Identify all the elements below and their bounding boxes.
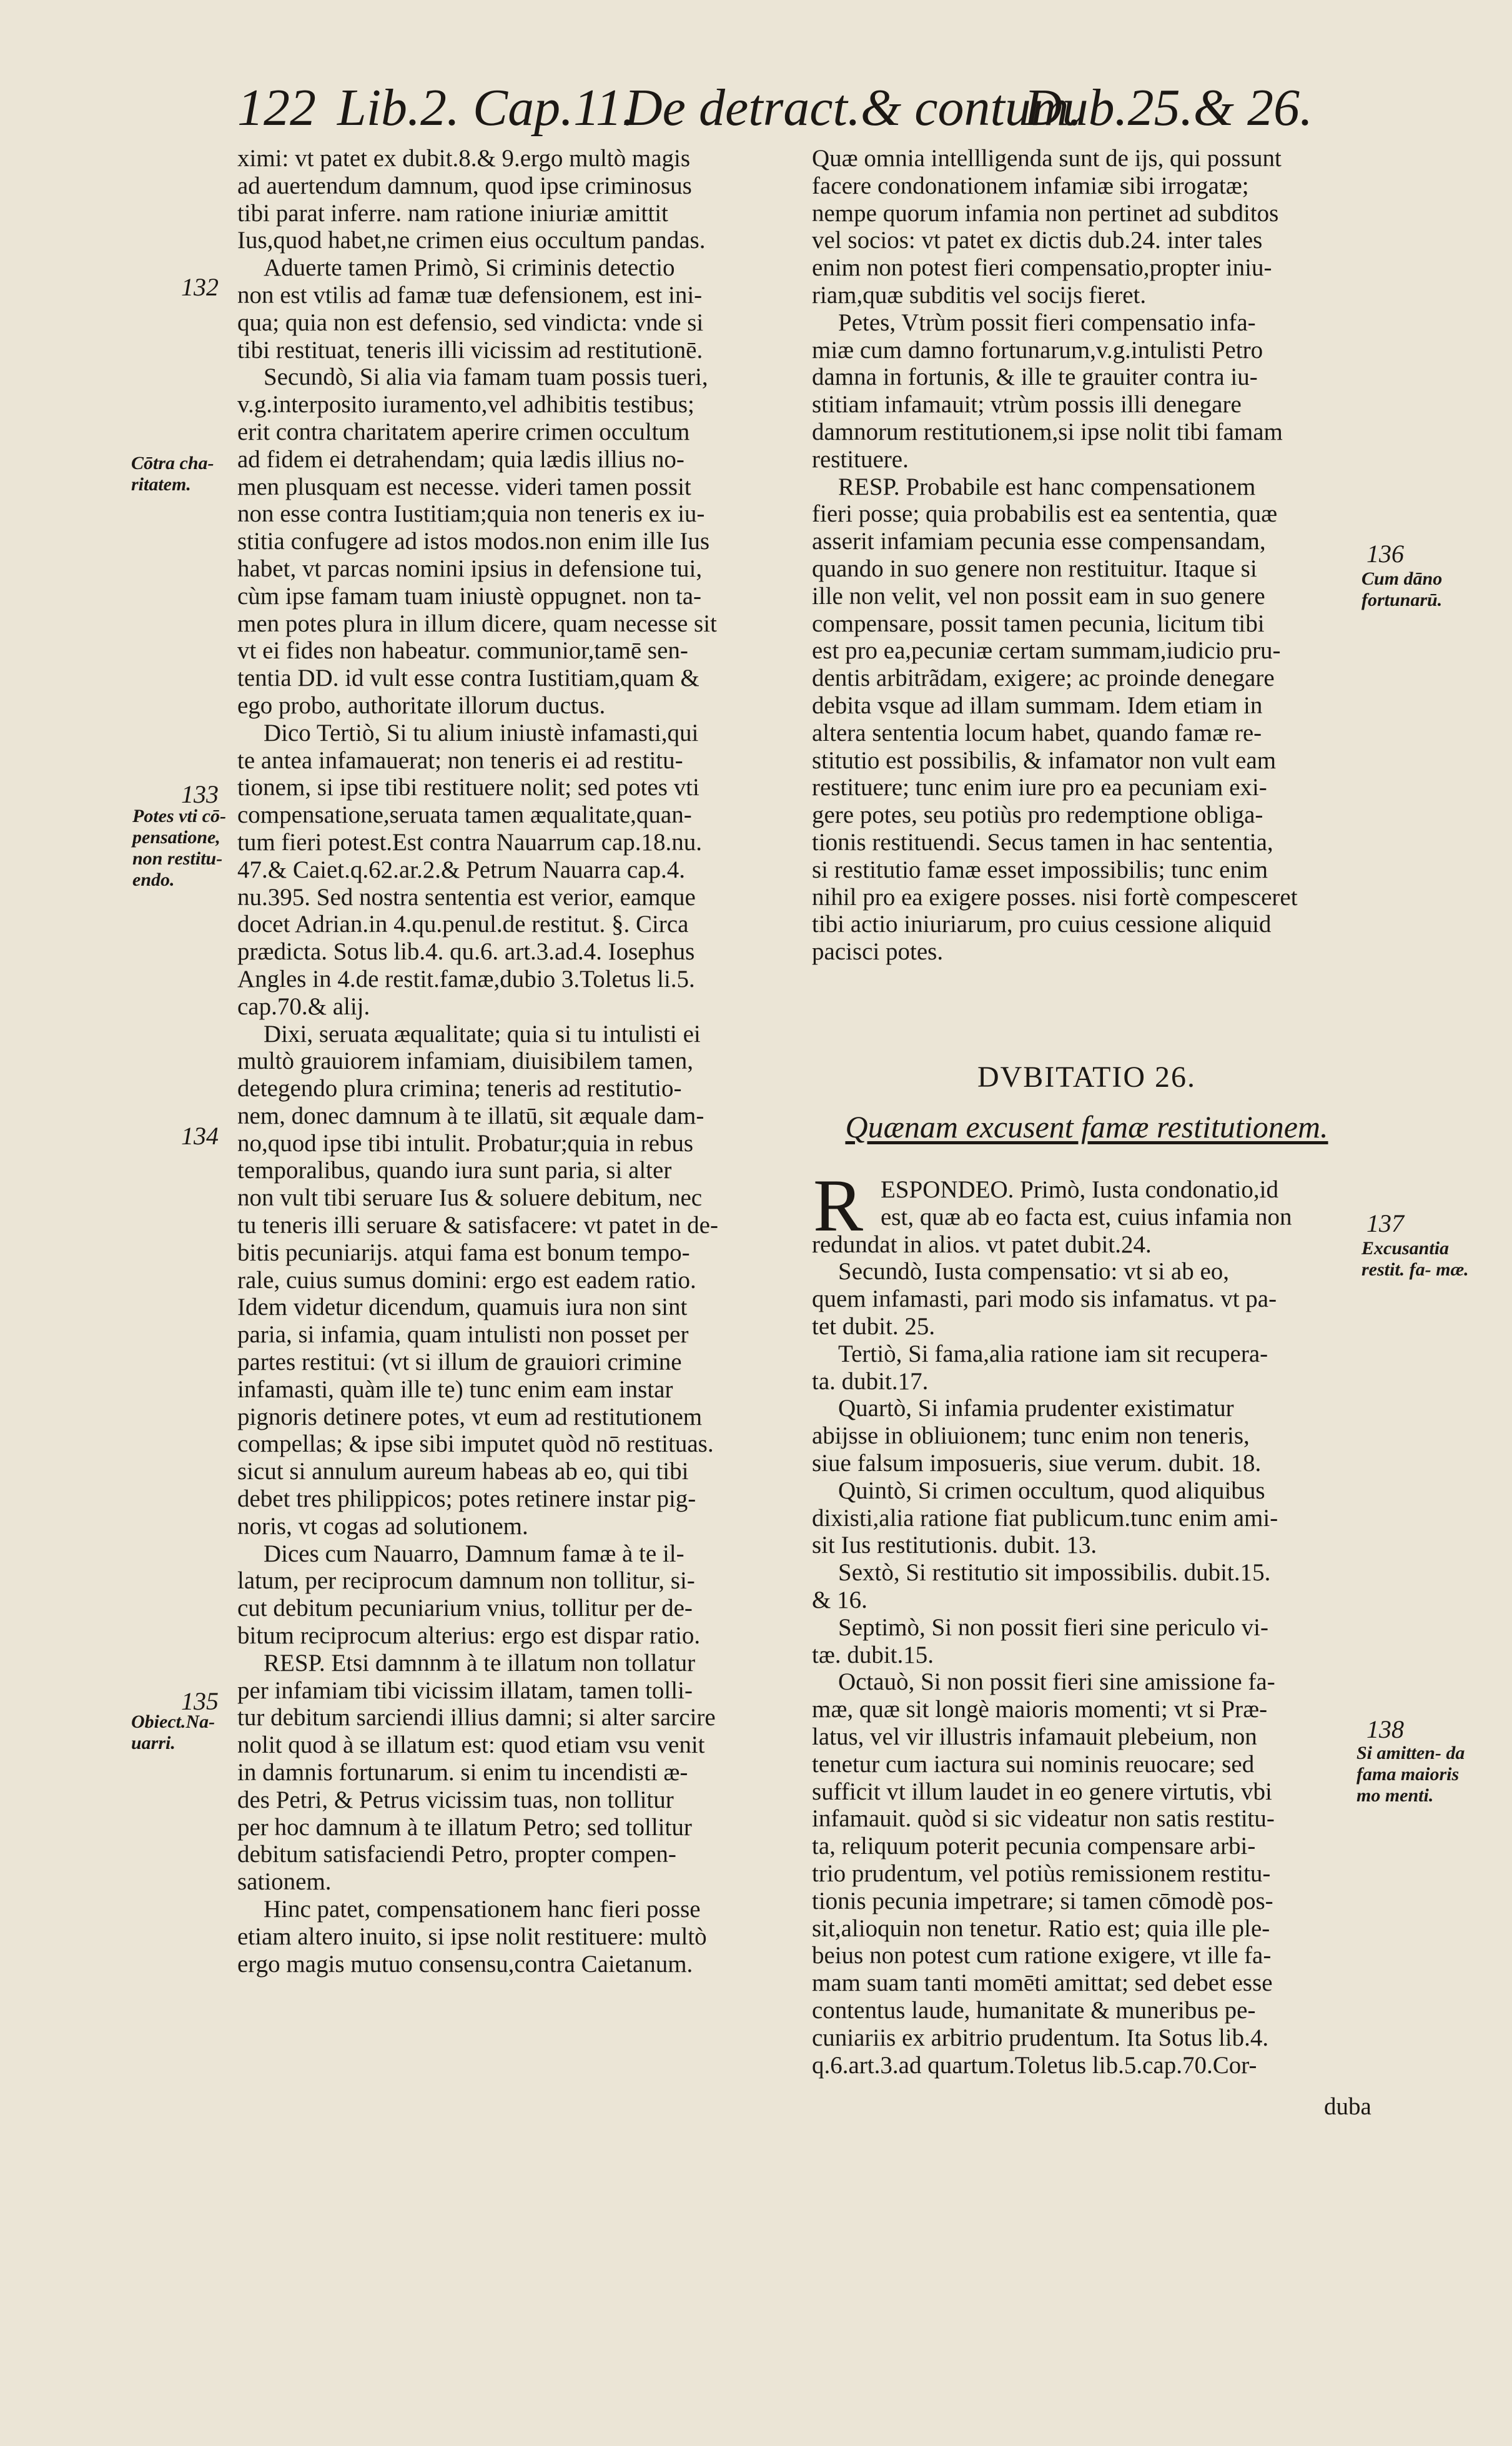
text-line: bitum reciprocum alterius: ergo est dispar ratio. (237, 1622, 701, 1650)
text-line: ta, reliquum poterit pecunia compensare arbi- (812, 1833, 1256, 1860)
margin-note: Cum dāno fortunarū. (1361, 568, 1443, 610)
text-line: sufficit vt illum laudet in eo genere virtutis, vbi (812, 1778, 1272, 1805)
text-line: qua; quia non est defensio, sed vindicta: vnde si (237, 309, 704, 336)
text-line: detegendo plura crimina; teneris ad restitutio- (237, 1075, 682, 1102)
dubitatio-subtitle: Quænam excusent famæ restitutionem. (845, 1109, 1328, 1144)
text-line: nihil pro ea exigere posses. nisi fortè compesceret (812, 883, 1298, 911)
text-line: miæ cum damno fortunarum,v.g.intulisti Petro (812, 336, 1263, 364)
text-line: gere potes, seu potiùs pro redemptione obliga- (812, 801, 1263, 829)
drop-capital: R (813, 1164, 864, 1247)
text-line: & 16. (812, 1586, 867, 1613)
margin-number: 132 (181, 273, 219, 301)
text-line: pacisci potes. (812, 938, 944, 966)
text-line: fieri posse; quia probabilis est ea sententia, quæ (812, 500, 1278, 528)
text-line: non vult tibi seruare Ius & soluere debitum, nec (237, 1184, 703, 1212)
text-line: no,quod ipse tibi intulit. Probatur;quia in rebus (237, 1129, 694, 1157)
text-line: tibi restituat, teneris illi vicissim ad restitutionē. (237, 336, 703, 364)
text-line: habet, vt parcas nomini ipsius in defensione tui, (237, 555, 703, 582)
text-line: vt ei fides non habeatur. communior,tamē sen- (237, 637, 688, 665)
text-line: nempe quorum infamia non pertinet ad subditos (812, 199, 1279, 227)
text-line: cap.70.& alij. (237, 993, 370, 1020)
text-line: siue falsum imposueris, siue verum. dubit. 18. (812, 1449, 1262, 1477)
margin-note: Si amitten- da fama maioris mo menti. (1356, 1743, 1465, 1806)
text-line: Aduerte tamen Primò, Si criminis detectio (264, 254, 675, 282)
text-line: mæ, quæ sit longè maioris momenti; vt si Præ- (812, 1696, 1268, 1723)
text-line: tæ. dubit.15. (812, 1641, 934, 1668)
text-line: ESPONDEO. Primò, Iusta condonatio,id (881, 1176, 1278, 1203)
text-line: tenetur cum iactura sui nominis reuocare; sed (812, 1750, 1255, 1778)
text-line: tet dubit. 25. (812, 1312, 936, 1340)
text-line: sit Ius restitutionis. dubit. 13. (812, 1532, 1097, 1559)
right-column-bottom (812, 1176, 1361, 2079)
text-line: damnorum restitutionem,si ipse nolit tibi famam (812, 418, 1283, 445)
text-line: enim non potest fieri compensatio,propter iniu- (812, 254, 1272, 282)
text-line: temporalibus, quando iura sunt paria, si alter (237, 1157, 672, 1184)
text-line: paria, si infamia, quam intulisti non posset per (237, 1321, 689, 1349)
running-header (237, 74, 1312, 142)
text-line: nem, donec damnum à te illatū, sit æquale dam- (237, 1102, 704, 1129)
text-line: dixisti,alia ratione fiat publicum.tunc enim ami- (812, 1504, 1278, 1532)
text-line: tentia DD. id vult esse contra Iustitiam,quam & (237, 665, 699, 692)
text-line: facere condonationem infamiæ sibi irrogatæ; (812, 172, 1249, 199)
text-line: asserit infamiam pecunia esse compensandam, (812, 528, 1266, 555)
text-line: Idem videtur dicendum, quamuis iura non sint (237, 1294, 688, 1321)
text-line: multò grauiorem infamiam, diuisibilem tamen, (237, 1047, 694, 1075)
text-line: cuniariis ex arbitrio prudentum. Ita Sotus lib.4. (812, 2024, 1269, 2051)
text-line: tum fieri potest.Est contra Nauarrum cap.18.nu. (237, 828, 703, 856)
text-line: Octauò, Si non possit fieri sine amissione fa- (838, 1668, 1275, 1696)
page-number: 122 (237, 79, 316, 137)
text-line: Petes, Vtrùm possit fieri compensatio infa- (838, 309, 1256, 336)
text-line: in damnis fortunarum. si enim tu incendisti æ- (237, 1759, 688, 1786)
text-line: des Petri, & Petrus vicissim tuas, non tollitur (237, 1786, 674, 1813)
text-line: quando in suo genere non restituitur. Itaque si (812, 555, 1257, 582)
section-title: De detract.& contum. (625, 79, 1082, 137)
margin-number: 136 (1366, 540, 1404, 568)
text-line: Dico Tertiò, Si tu alium iniustè infamasti,qui (264, 719, 699, 746)
text-line: q.6.art.3.ad quartum.Toletus lib.5.cap.70.Cor- (812, 2051, 1257, 2079)
text-line: 47.& Caiet.q.62.ar.2.& Petrum Nauarra cap.4. (237, 856, 685, 883)
text-line: Tertiò, Si fama,alia ratione iam sit recupera- (838, 1340, 1268, 1367)
text-line: ille non velit, vel non possit eam in suo genere (812, 582, 1265, 610)
text-line: debet tres philippicos; potes retinere instar pig- (237, 1485, 696, 1513)
text-line: RESP. Probabile est hanc compensationem (838, 473, 1256, 500)
text-line: tionem, si ipse tibi restituere nolit; sed potes vti (237, 774, 699, 801)
text-line: per infamiam tibi vicissim illatam, tamen tolli- (237, 1676, 693, 1704)
book-chapter: Lib.2. Cap.11. (337, 79, 635, 137)
text-line: Hinc patet, compensationem hanc fieri posse (264, 1896, 701, 1923)
text-line: tionis restituendi. Secus tamen in hac sententia, (812, 828, 1273, 856)
text-line: si restitutio famæ esset impossibilis; tunc enim (812, 856, 1268, 883)
text-line: tionis pecunia impetrare; si tamen cōmodè pos- (812, 1887, 1273, 1914)
text-line: beius non potest cum ratione exigere, vt ille fa- (812, 1942, 1272, 1969)
text-line: partes restitui: (vt si illum de grauiori crimine (237, 1349, 682, 1376)
text-line: ad fidem ei detrahendam; quia lædis illius no- (237, 445, 684, 473)
text-line: RESP. Etsi damnnm à te illatum non tollatur (264, 1649, 696, 1676)
text-line: tur debitum sarciendi illius damni; si alter sarcire (237, 1704, 716, 1731)
text-line: prædicta. Sotus lib.4. qu.6. art.3.ad.4. Iosephus (237, 938, 695, 966)
text-line: damna in fortunis, & ille te grauiter contra iu- (812, 364, 1258, 391)
text-line: tibi actio iniuriarum, pro cuius cessione aliquid (812, 911, 1272, 938)
text-line: Angles in 4.de restit.famæ,dubio 3.Toletus li.5. (237, 965, 695, 993)
text-line: bitis pecuniarijs. atqui fama est bonum tempo- (237, 1239, 690, 1266)
text-line: contentus laude, humanitate & muneribus pe- (812, 1996, 1256, 2024)
text-line: ta. dubit.17. (812, 1367, 929, 1395)
text-line: Dixi, seruata æqualitate; quia si tu intulisti ei (264, 1020, 701, 1047)
text-line: te antea infamauerat; non teneris ei ad restitu- (237, 746, 683, 774)
margin-number: 134 (181, 1122, 219, 1150)
margin-note: Cōtra cha- ritatem. (131, 453, 214, 495)
text-line: sicut si annulum aureum habeas ab eo, qui tibi (237, 1458, 689, 1485)
text-line: est pro ea,pecuniæ certam summam,iudicio pru- (812, 637, 1281, 665)
text-line: debita vsque ad illam summam. Idem etiam in (812, 691, 1263, 719)
text-line: Sextò, Si restitutio sit impossibilis. dubit.15. (838, 1559, 1271, 1587)
margin-number: 137 (1366, 1209, 1404, 1237)
text-line: Dices cum Nauarro, Damnum famæ à te il- (264, 1540, 684, 1567)
text-line: sit,alioquin non tenetur. Ratio est; quia ille ple- (812, 1914, 1270, 1942)
text-line: Secundò, Iusta compensatio: vt si ab eo, (838, 1258, 1230, 1285)
text-line: pignoris detinere potes, vt eum ad restitutionem (237, 1403, 703, 1430)
text-line: debitum satisfaciendi Petro, propter compen- (237, 1841, 676, 1868)
text-line: men plusquam est necesse. videri tamen possit (237, 473, 691, 500)
dubium-range: Dub.25.& 26. (1024, 79, 1313, 137)
text-line: ximi: vt patet ex dubit.8.& 9.ergo multò magis (237, 145, 691, 172)
text-line: ergo magis mutuo consensu,contra Caietanum. (237, 1950, 693, 1978)
text-line: stitia confugere ad istos modos.non enim ille Ius (237, 528, 710, 555)
text-line: est, quæ ab eo facta est, cuius infamia non (881, 1203, 1292, 1230)
text-line: Secundò, Si alia via famam tuam possis tueri, (264, 364, 708, 391)
text-line: quem infamasti, pari modo sis infamatus. vt pa- (812, 1285, 1277, 1313)
text-line: vel socios: vt patet ex dictis dub.24. inter tales (812, 227, 1263, 254)
text-line: abijsse in obliuionem; tunc enim non teneris, (812, 1422, 1250, 1450)
text-line: Quæ omnia intellligenda sunt de ijs, qui possunt (812, 145, 1282, 172)
text-line: noris, vt cogas ad solutionem. (237, 1512, 528, 1540)
text-line: compellas; & ipse sibi imputet quòd nō restituas. (237, 1430, 714, 1458)
text-line: altera sententia locum habet, quando famæ re- (812, 719, 1262, 746)
text-line: etiam altero inuito, si ipse nolit restituere: multò (237, 1923, 707, 1950)
text-line: compensatione,seruata tamen æqualitate,quan- (237, 801, 692, 829)
margin-note: Obiect.Na- uarri. (131, 1711, 215, 1753)
text-line: Quartò, Si infamia prudenter existimatur (838, 1395, 1234, 1422)
text-line: stitutio est possibilis, & infamator non vult eam (812, 746, 1277, 774)
text-line: compensare, possit tamen pecunia, licitum tibi (812, 610, 1265, 637)
text-line: docet Adrian.in 4.qu.penul.de restitut. §. Circa (237, 911, 689, 938)
text-line: tibi parat inferre. nam ratione iniuriæ amittit (237, 199, 668, 227)
dubitatio-title: DVBITATIO 26. (977, 1061, 1197, 1094)
margin-note: Potes vti cō- pensatione, non restitu- endo. (132, 806, 226, 890)
text-line: infamasti, quàm ille te) tunc enim eam instar (237, 1375, 673, 1403)
text-line: Ius,quod habet,ne crimen eius occultum pandas. (237, 227, 706, 254)
text-line: nolit quod à se illatum est: quod etiam vsu venit (237, 1731, 705, 1759)
text-line: per hoc damnum à te illatum Petro; sed tollitur (237, 1813, 692, 1841)
text-line: trio prudentum, vel potiùs remissionem restitu- (812, 1859, 1271, 1887)
margin-note: Excusantia restit. fa- mæ. (1361, 1238, 1469, 1280)
text-line: nu.395. Sed nostra sententia est verior, eamque (237, 883, 696, 911)
text-line: cut debitum pecuniarium vnius, tollitur per de- (237, 1595, 693, 1622)
text-line: v.g.interposito iuramento,vel adhibitis testibus; (237, 391, 694, 418)
text-line: non esse contra Iustitiam;quia non teneris ex iu- (237, 500, 705, 528)
text-line: stitiam infamauit; vtrùm possis illi denegare (812, 391, 1242, 418)
text-line: mam suam tanti momēti amittat; sed debet esse (812, 1969, 1273, 1997)
text-line: erit contra charitatem aperire crimen occultum (237, 418, 690, 445)
left-column (237, 145, 787, 1978)
text-line: non est vtilis ad famæ tuæ defensionem, est ini- (237, 281, 703, 309)
text-line: cùm ipse famam tuam iniustè oppugnet. non ta- (237, 582, 701, 610)
text-line: Quintò, Si crimen occultum, quod aliquibus (838, 1477, 1265, 1504)
text-line: men potes plura in illum dicere, quam necesse sit (237, 610, 717, 637)
text-line: latus, vel vir illustris infamauit plebeium, non (812, 1723, 1257, 1750)
text-line: restituere. (812, 445, 909, 473)
text-line: riam,quæ subditis vel socijs fieret. (812, 281, 1147, 309)
text-line: ego probo, authoritate illorum ductus. (237, 691, 606, 719)
right-column-top (812, 145, 1361, 966)
text-line: rale, cuius sumus domini: ergo est eadem ratio. (237, 1266, 696, 1294)
margin-number: 135 (181, 1687, 219, 1715)
margin-number: 133 (181, 780, 219, 808)
text-line: sationem. (237, 1868, 332, 1896)
text-line: latum, per reciprocum damnum non tollitur, si- (237, 1567, 695, 1595)
text-line: dentis arbitrãdam, exigere; ac proinde denegare (812, 665, 1275, 692)
text-line: redundat in alios. vt patet dubit.24. (812, 1230, 1152, 1258)
catchword: duba (1324, 2093, 1371, 2120)
text-line: restituere; tunc enim iure pro ea pecuniam exi- (812, 774, 1267, 801)
margin-number: 138 (1366, 1715, 1404, 1743)
text-line: infamauit. quòd si sic videatur non satis restitu- (812, 1805, 1275, 1833)
text-line: ad auertendum damnum, quod ipse criminosus (237, 172, 692, 199)
text-line: Septimò, Si non possit fieri sine periculo vi- (838, 1613, 1268, 1641)
text-line: tu teneris illi seruare & satisfacere: vt patet in de- (237, 1212, 718, 1239)
